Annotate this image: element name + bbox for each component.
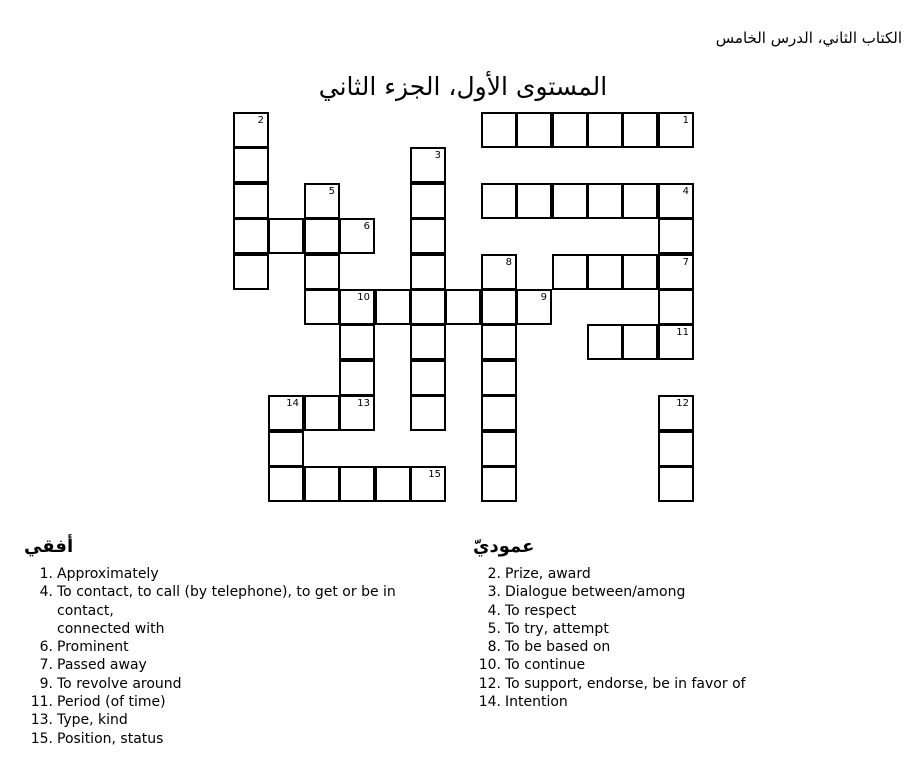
crossword-cell[interactable] <box>658 254 694 290</box>
crossword-cell[interactable] <box>339 360 375 396</box>
clue-item-number: 8. <box>487 639 501 656</box>
clue-item-number: 1. <box>39 566 53 582</box>
crossword-cell[interactable] <box>233 254 269 290</box>
crossword-cell[interactable] <box>304 466 340 502</box>
clue-number: 4 <box>682 186 689 197</box>
clue-number: 15 <box>428 469 441 480</box>
clue-item <box>474 602 894 620</box>
crossword-cell[interactable] <box>410 360 446 396</box>
crossword-cell[interactable] <box>587 254 623 290</box>
clue-item-number: 4. <box>39 584 53 601</box>
clue-item-text: Passed away <box>57 657 147 674</box>
clue-number: 2 <box>257 115 264 126</box>
crossword-cell[interactable] <box>552 112 588 148</box>
crossword-cell[interactable] <box>233 112 269 148</box>
clue-item <box>26 711 456 729</box>
crossword-cell[interactable] <box>587 324 623 360</box>
crossword-cell[interactable] <box>658 183 694 219</box>
crossword-cell[interactable] <box>481 360 517 396</box>
crossword-cell[interactable] <box>658 466 694 502</box>
crossword-cell[interactable] <box>410 218 446 254</box>
clue-number: 1 <box>682 115 689 126</box>
crossword-cell[interactable] <box>658 218 694 254</box>
crossword-cell[interactable] <box>268 466 304 502</box>
clue-item-text: Position, status <box>57 730 164 747</box>
clue-item <box>474 583 894 601</box>
clue-number: 6 <box>363 221 370 232</box>
crossword-cell[interactable] <box>410 324 446 360</box>
clue-item <box>474 675 894 693</box>
crossword-cell[interactable] <box>481 289 517 325</box>
clue-item <box>26 565 456 583</box>
clue-number: 7 <box>682 257 689 268</box>
crossword-cell[interactable] <box>658 431 694 467</box>
clue-item-number: 5. <box>487 620 501 637</box>
crossword-cell[interactable] <box>587 112 623 148</box>
clue-item-number: 14. <box>478 694 501 711</box>
clue-item-number: 9. <box>39 675 53 692</box>
across-clue-list <box>26 565 456 748</box>
page-title: المستوى الأول، الجزء الثاني <box>318 72 608 101</box>
clue-number: 11 <box>676 327 689 338</box>
down-heading: عموديّ <box>473 536 535 557</box>
crossword-cell[interactable] <box>622 112 658 148</box>
crossword-cell[interactable] <box>339 218 375 254</box>
crossword-cell[interactable] <box>622 324 658 360</box>
crossword-cell[interactable] <box>481 112 517 148</box>
clue-item <box>26 693 456 711</box>
clue-item-text: Type, kind <box>57 712 128 729</box>
clue-item-number: 10. <box>478 657 501 674</box>
crossword-cell[interactable] <box>552 254 588 290</box>
crossword-cell[interactable] <box>658 289 694 325</box>
crossword-cell[interactable] <box>410 289 446 325</box>
crossword-cell[interactable] <box>622 183 658 219</box>
crossword-cell[interactable] <box>233 147 269 183</box>
crossword-cell[interactable] <box>516 183 552 219</box>
clue-item-text: Period (of time) <box>57 694 166 711</box>
clue-number: 8 <box>505 257 512 268</box>
clue-item <box>26 620 456 638</box>
clue-number: 12 <box>676 398 689 409</box>
clue-item-text: To respect <box>505 602 577 619</box>
crossword-cell[interactable] <box>658 324 694 360</box>
crossword-cell[interactable] <box>481 431 517 467</box>
clue-number: 14 <box>286 398 299 409</box>
down-clue-list <box>474 565 894 711</box>
clue-item-number: 11. <box>30 694 53 711</box>
clue-item-text: To try, attempt <box>505 620 609 637</box>
clue-item <box>474 656 894 674</box>
across-heading: أفقي <box>24 536 74 557</box>
clue-item <box>26 638 456 656</box>
crossword-cell[interactable] <box>410 254 446 290</box>
crossword-cell[interactable] <box>481 324 517 360</box>
clue-number: 9 <box>540 292 547 303</box>
crossword-cell[interactable] <box>410 147 446 183</box>
clue-item-text: Prominent <box>57 639 129 656</box>
clue-item <box>474 620 894 638</box>
clue-item-number: 7. <box>39 657 53 674</box>
clue-item-text: Dialogue between/among <box>505 584 686 601</box>
clue-item-number: 12. <box>478 675 501 692</box>
clue-item <box>474 693 894 711</box>
clue-item-text: Approximately <box>57 566 159 582</box>
crossword-cell[interactable] <box>375 466 411 502</box>
crossword-cell[interactable] <box>445 289 481 325</box>
clue-item-text: Intention <box>505 694 568 711</box>
clue-item-text: To be based on <box>505 639 611 656</box>
crossword-cell[interactable] <box>481 254 517 290</box>
clue-number: 5 <box>328 186 335 197</box>
crossword-cell[interactable] <box>304 218 340 254</box>
crossword-cell[interactable] <box>658 112 694 148</box>
crossword-cell[interactable] <box>516 112 552 148</box>
crossword-cell[interactable] <box>410 395 446 431</box>
crossword-cell[interactable] <box>304 183 340 219</box>
book-lesson-label: الكتاب الثاني، الدرس الخامس <box>715 29 902 47</box>
clue-item-number: 2. <box>487 566 501 582</box>
crossword-cell[interactable] <box>375 289 411 325</box>
clue-number: 3 <box>434 150 441 161</box>
clue-item-text: To revolve around <box>57 675 182 692</box>
crossword-cell[interactable] <box>268 395 304 431</box>
crossword-cell[interactable] <box>658 395 694 431</box>
crossword-cell[interactable] <box>304 254 340 290</box>
clue-item <box>26 675 456 693</box>
clue-item <box>26 583 456 620</box>
clue-item-text: To support, endorse, be in favor of <box>505 675 746 692</box>
crossword-cell[interactable] <box>622 254 658 290</box>
crossword-cell[interactable] <box>481 466 517 502</box>
crossword-cell[interactable] <box>233 218 269 254</box>
clue-item-number: 4. <box>487 602 501 619</box>
crossword-cell[interactable] <box>233 183 269 219</box>
crossword-cell[interactable] <box>481 395 517 431</box>
clue-item <box>26 730 456 748</box>
clue-item-number: 6. <box>39 639 53 656</box>
clue-number: 13 <box>357 398 370 409</box>
crossword-cell[interactable] <box>481 183 517 219</box>
crossword-cell[interactable] <box>268 218 304 254</box>
clue-item-text: connected with <box>57 620 165 637</box>
crossword-cell[interactable] <box>339 466 375 502</box>
clue-item-text: To continue <box>505 657 586 674</box>
crossword-cell[interactable] <box>339 395 375 431</box>
crossword-cell[interactable] <box>304 289 340 325</box>
clue-item <box>474 638 894 656</box>
clue-item-number: 3. <box>487 584 501 601</box>
clue-item-text: Prize, award <box>505 566 591 582</box>
crossword-cell[interactable] <box>268 431 304 467</box>
clue-item <box>26 656 456 674</box>
crossword-cell[interactable] <box>339 289 375 325</box>
clue-number: 10 <box>357 292 370 303</box>
crossword-cell[interactable] <box>304 395 340 431</box>
crossword-cell[interactable] <box>410 466 446 502</box>
crossword-cell[interactable] <box>587 183 623 219</box>
clue-item-number: 13. <box>30 712 53 729</box>
clue-item-text: To contact, to call (by telephone), to get or be in contact, <box>57 584 396 619</box>
clue-item-number: 15. <box>30 730 53 747</box>
crossword-cell[interactable] <box>410 183 446 219</box>
crossword-cell[interactable] <box>516 289 552 325</box>
crossword-cell[interactable] <box>552 183 588 219</box>
crossword-cell[interactable] <box>339 324 375 360</box>
clue-item <box>474 565 894 583</box>
